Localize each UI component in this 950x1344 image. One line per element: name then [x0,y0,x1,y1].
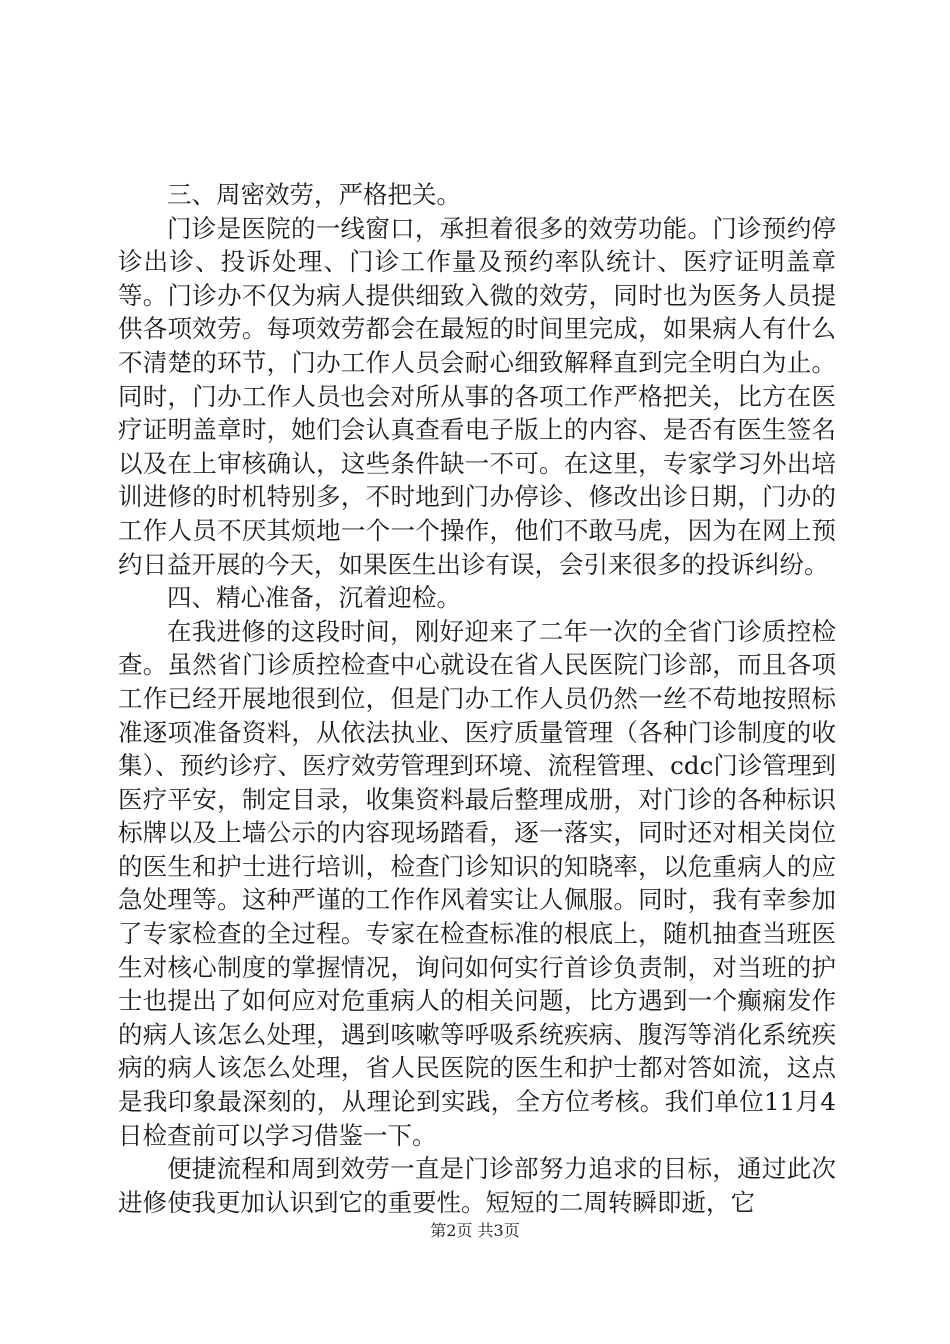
section-heading-three: 三、周密效劳，严格把关。 [167,180,461,209]
section-heading-four: 四、精心准备，沉着迎检。 [167,583,461,613]
body-paragraph: 便捷流程和周到效劳一直是门诊部努力追求的目标，通过此次进修使我更加认识到它的重要性。短短的二周转瞬即逝，它 [118,1154,836,1217]
document-body [118,178,836,1219]
body-paragraph: 在我进修的这段时间，刚好迎来了二年一次的全省门诊质控检查。虽然省门诊质控检查中心就设在省人民医院门诊部，而且各项工作已经开展地很到位，但是门办工作人员仍然一丝不苟地按照标准逐项准备资料，从依法执业、医疗质量管理（各种门诊制度的收集）、预约诊疗、医疗效劳管理到环境、流程管理、cdc门诊管理到医疗平安，制定目录，收集资料最后整理成册，对门诊的各种标识标牌以及上墙公示的内容现场踏看，逐一落实，同时还对相关岗位的医生和护士进行培训，检查门诊知识的知晓率，以危重病人的应急处理等。这种严谨的工作作风着实让人佩服。同时，我有幸参加了专家检查的全过程。专家在检查标准的根底上，随机抽查当班医生对核心制度的掌握情况，询问如何实行首诊负责制，对当班的护士也提出了如何应对危重病人的相关问题，比方遇到一个癫痫发作的病人该怎么处理，遇到咳嗽等呼吸系统疾病、腹泻等消化系统疾病的病人该怎么处理，省人民医院的医生和护士都对答如流，这点是我印象最深刻的，从理论到实践，全方位考核。我们单位11月4日检查前可以学习借鉴一下。 [118,616,836,1150]
body-paragraph: 门诊是医院的一线窗口，承担着很多的效劳功能。门诊预约停诊出诊、投诉处理、门诊工作量及预约率队统计、医疗证明盖章等。门诊办不仅为病人提供细致入微的效劳，同时也为医务人员提供各项效劳。每项效劳都会在最短的时间里完成，如果病人有什么不清楚的环节，门办工作人员会耐心细致解释直到完全明白为止。同时，门办工作人员也会对所从事的各项工作严格把关，比方在医疗证明盖章时，她们会认真查看电子版上的内容、是否有医生签名以及在上审核确认，这些条件缺一不可。在这里，专家学习外出培训进修的时机特别多，不时地到门办停诊、修改出诊日期，门办的工作人员不厌其烦地一个一个操作，他们不敢马虎，因为在网上预约日益开展的今天，如果医生出诊有误，会引来很多的投诉纠纷。 [118,213,836,579]
page-number-footer: 第2页 共3页 [430,1221,520,1240]
